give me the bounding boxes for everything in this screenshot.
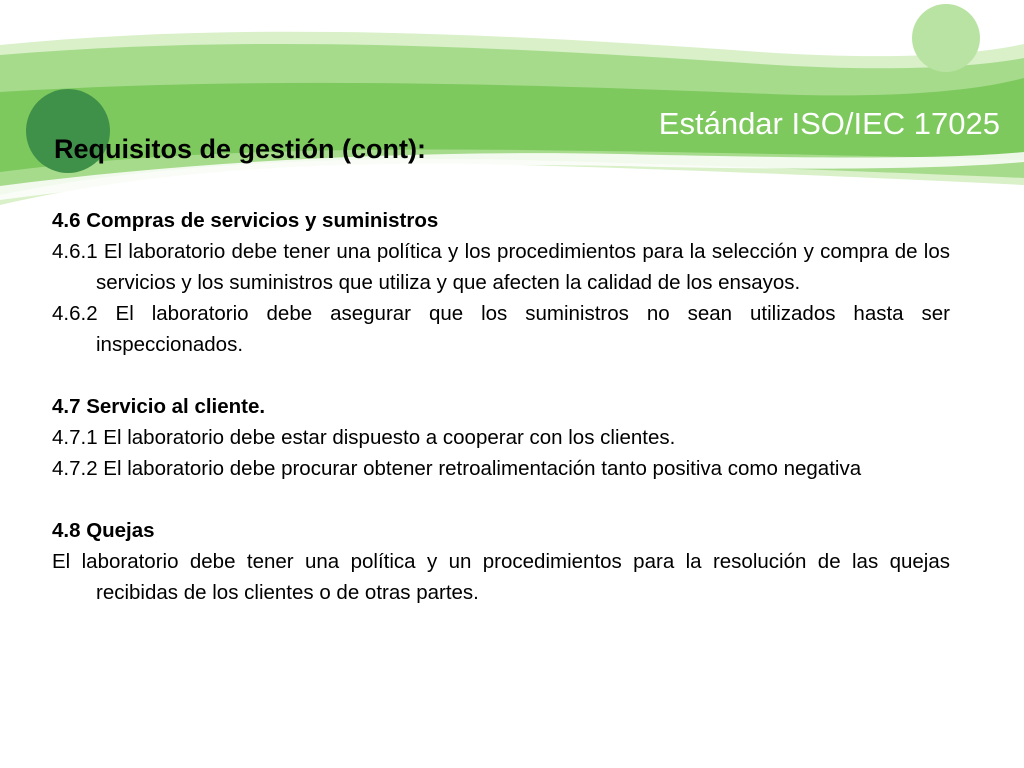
paragraph-item: El laboratorio debe tener una política y un procedimientos para la resolución de las quejas recibidas de los clientes o de otras partes.: [52, 550, 950, 604]
section-quejas: [52, 515, 950, 608]
paragraph-item: 4.7.2 El laboratorio debe procurar obtener retroalimentación tanto positiva como negativa: [52, 457, 862, 480]
section-compras: [52, 205, 950, 360]
paragraph-item: 4.6.1 El laboratorio debe tener una política y los procedimientos para la selección y compra de los servicios y los suministros que utiliza y que afecten la calidad de los ensayos.: [52, 240, 950, 294]
paragraph-item: 4.6.2 El laboratorio debe asegurar que los suministros no sean utilizados hasta ser inspeccionados.: [52, 302, 950, 356]
section-spacer: [52, 484, 950, 515]
slide-title: Requisitos de gestión (cont):: [54, 134, 427, 164]
paragraph-item: 4.7.1 El laboratorio debe estar dispuesto a cooperar con los clientes.: [52, 426, 676, 449]
section-heading: 4.6 Compras de servicios y suministros: [52, 209, 439, 232]
section-heading: 4.8 Quejas: [52, 519, 155, 542]
section-heading: 4.7 Servicio al cliente.: [52, 395, 266, 418]
section-spacer: [52, 360, 950, 391]
decorative-circle-light: [912, 4, 980, 72]
slide-body: [52, 205, 950, 608]
section-servicio-cliente: [52, 391, 950, 484]
banner-title: Estándar ISO/IEC 17025: [658, 106, 1000, 141]
